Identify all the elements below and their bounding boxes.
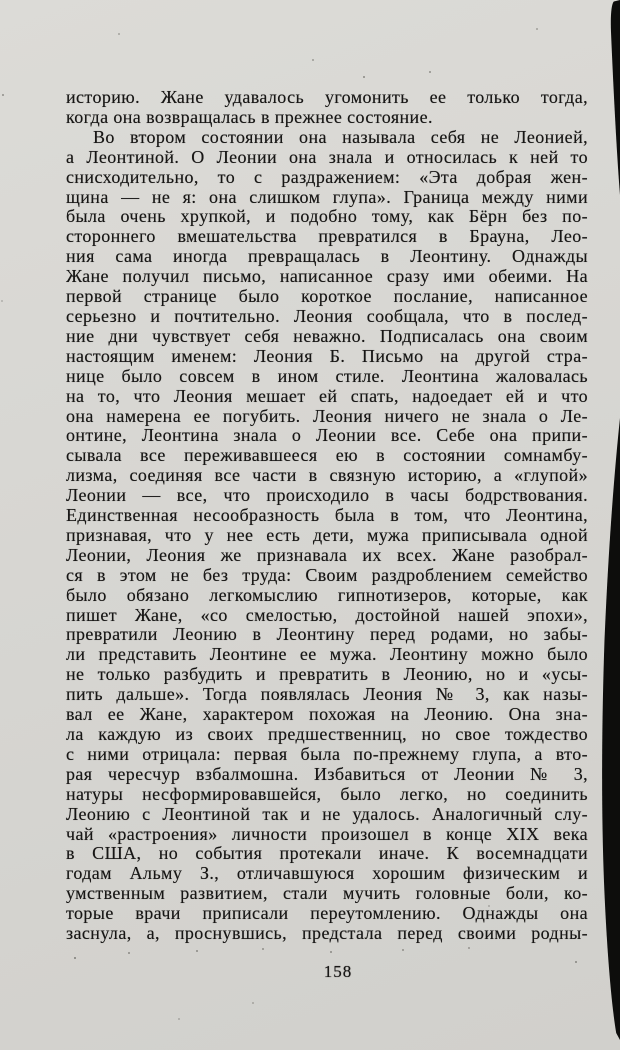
page-number: 158 [323,962,353,981]
text-line: вал ее Жане, характером похожая на Леонию. Она зна- [66,704,588,725]
text-line: Леонии, Леония же признавала их всех. Жане разобрал- [66,544,588,565]
text-line: серьезно и почтительно. Леония сообщала, что в послед- [66,305,588,326]
text-line: первой странице было короткое послание, написанное [66,286,588,307]
text-line: ли представить Леонтине ее мужа. Леонтину можно было [66,644,588,665]
text-line: ния сама иногда превращалась в Леонтину. Однажды [66,246,588,267]
text-line: снисходительно, то с раздражением: «Эта добрая жен- [66,166,588,187]
text-line: Леонию с Леонтиной так и не удалось. Аналогичный слу- [66,803,588,824]
text-line: Жане получил письмо, написанное сразу ими обеими. На [66,266,588,287]
text-line: торые врачи приписали переутомлению. Однажды она [66,903,588,924]
scan-shadow-top-wedge [611,0,620,195]
text-line: ние дни чувствует себя неважно. Подписалась она своим [66,325,588,346]
text-line: онтине, Леонтина знала о Леонии все. Себе она припи- [66,425,588,446]
text-line: историю. Жане удавалось угомонить ее только тогда, [66,87,588,107]
text-line: когда она возвращалась в прежнее состояние. [66,106,433,127]
text-line: щина — не я: она слишком глупа». Граница между ними [66,186,588,207]
text-line: было обязано легкомыслию гипнотизеров, которые, как [66,584,588,605]
text-line: годам Альму З., отличавшуюся хорошим физическим и [66,863,588,884]
text-line: превратили Леонию в Леонтину перед родами, но забы- [66,624,588,645]
text-line: Леонии — все, что происходило в часы бодрствования. [66,485,588,506]
text-line: ся в этом не без труда: Своим раздроблением семейство [66,564,588,585]
text-line: Единственная несообразность была в том, что Леонтина, [66,505,588,526]
text-line: сывала все переживавшееся ею в состоянии сомнамбу- [66,445,588,466]
text-line: чай «растроения» личности произошел в конце XIX века [66,823,588,844]
text-line: лизма, соединяя все части в связную историю, а «глупой» [66,465,588,486]
paper-speckles [0,0,2,2]
text-line: стороннего вмешательства превратился в Брауна, Лео- [66,226,588,247]
body-text [66,88,588,944]
text-line: она намерена ее погубить. Леония ничего не знала о Ле- [66,405,588,426]
text-line: пить дальше». Тогда появлялась Леония № 3, как назы- [66,684,588,705]
text-line: умственным развитием, стали мучить головные боли, ко- [66,883,588,904]
text-line: настоящим именем: Леония Б. Письмо на другой стра- [66,345,588,366]
text-line: пишет Жане, «со смелостью, достойной нашей эпохи», [66,604,588,625]
scan-shadow-bottom-band [602,418,620,1040]
text-line: заснула, а, проснувшись, предстала перед своими родны- [66,923,588,944]
text-line: натуры несформировавшейся, было легко, но соединить [66,783,588,804]
text-line: нице было совсем в ином стиле. Леонтина жаловалась [66,365,588,386]
text-line: была очень хрупкой, и подобно тому, как Бёрн без по- [66,206,588,227]
text-line: ла каждую из своих предшественниц, но свое тождество [66,724,588,744]
text-line: признавая, что у нее есть дети, мужа приписывала одной [66,524,588,545]
text-line: в США, но события протекали иначе. К восемнадцати [66,843,588,864]
text-line: с ними отрицала: первая была по-прежнему глупа, а вто- [66,743,588,764]
text-line: а Леонтиной. О Леонии она знала и относилась к ней то [66,146,588,167]
text-line: Во втором состоянии она называла себя не Леонией, [93,126,588,147]
text-line: рая чересчур взбалмошна. Избавиться от Леонии № 3, [66,763,588,784]
text-line: на то, что Леония мешает ей спать, надоедает ей и что [66,385,588,406]
text-line: не только разбудить и превратить в Леонию, но и «усы- [66,664,588,685]
